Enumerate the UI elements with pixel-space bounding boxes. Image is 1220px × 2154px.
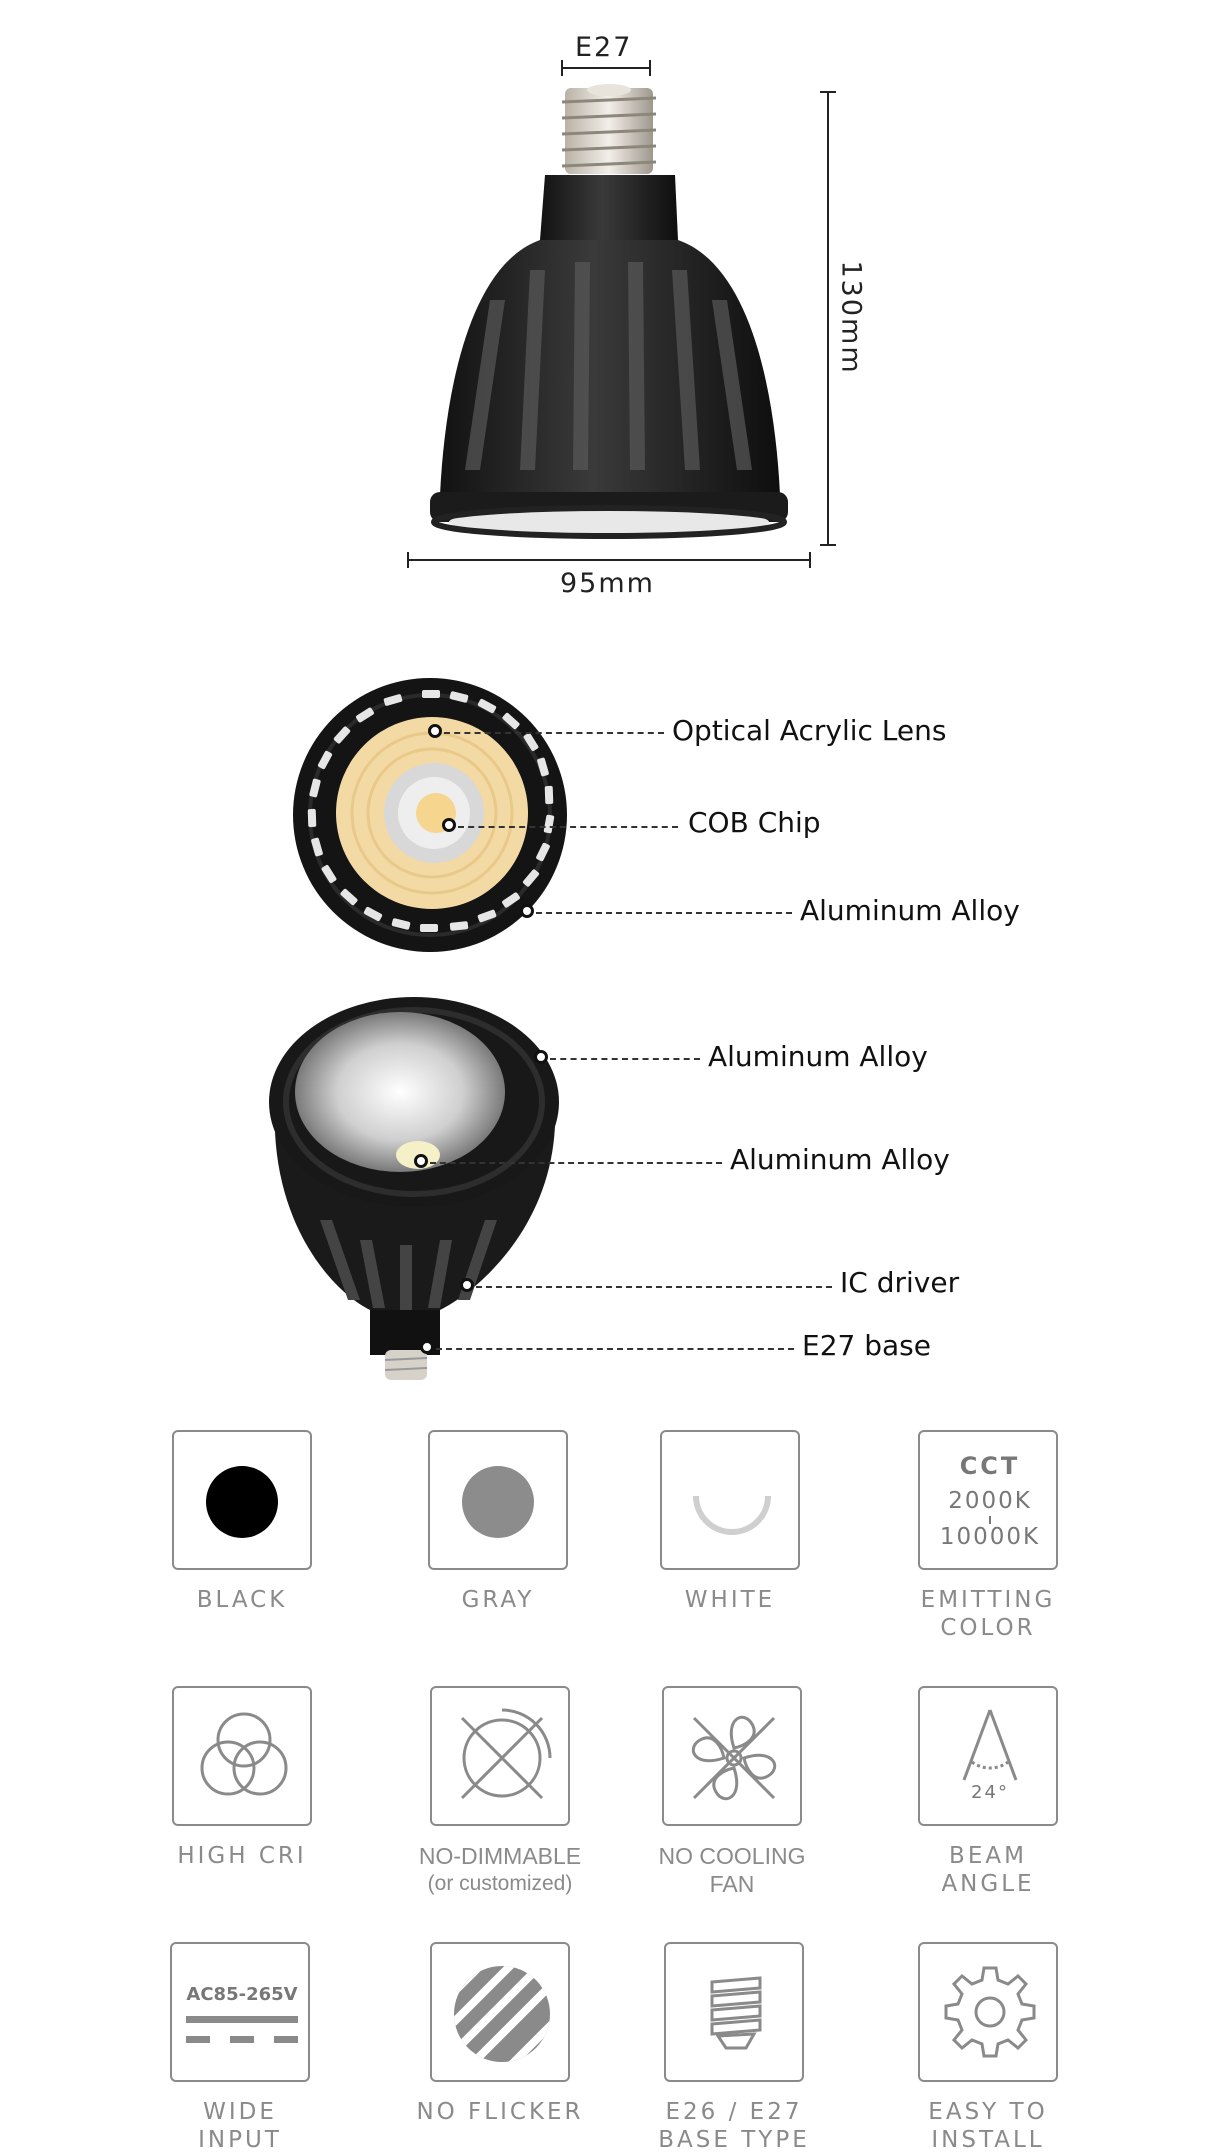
no-flicker-icon — [432, 1944, 572, 2084]
feature-label-dimmable: NO-DIMMABLE — [418, 1843, 582, 1869]
alloy-marker — [520, 904, 534, 918]
feature-label-black: BLACK — [196, 1587, 288, 1613]
feature-label-fan: NO COOLING — [658, 1843, 806, 1869]
feature-card-install — [918, 1942, 1058, 2082]
wide-input-icon — [172, 1944, 312, 2084]
bulb-front-image — [0, 650, 1220, 970]
feature-label-input-2: INPUT — [198, 2127, 282, 2153]
height-dimension-label: 130mm — [835, 260, 867, 375]
feature-label-base: E26 / E27 — [665, 2099, 803, 2125]
angled-view-diagram — [0, 990, 1220, 1390]
feature-card-black — [172, 1430, 312, 1570]
alloy-leader-line — [536, 912, 792, 914]
lens-leader-line — [444, 732, 664, 734]
feature-label-dimmable-2: (or customized) — [427, 1872, 573, 1895]
feature-label-base-2: BASE TYPE — [658, 2127, 810, 2153]
gear-icon — [920, 1944, 1060, 2084]
no-fan-icon — [664, 1688, 804, 1828]
feature-label-gray: GRAY — [461, 1587, 535, 1613]
no-dimmable-icon — [432, 1688, 572, 1828]
feature-label-install: EASY TO — [928, 2099, 1048, 2125]
callout-ic-driver: IC driver — [840, 1266, 960, 1299]
reflector-leader-line — [430, 1162, 722, 1164]
callout-e27-base: E27 base — [802, 1329, 931, 1362]
front-view-diagram — [0, 650, 1220, 970]
cct-high: 10000K — [939, 1524, 1041, 1550]
feature-card-gray — [428, 1430, 568, 1570]
feature-label-install-2: INSTALL — [931, 2127, 1045, 2153]
base-leader-line — [436, 1348, 794, 1350]
cct-low: 2000K — [948, 1488, 1032, 1514]
cct-title: CCT — [959, 1452, 1021, 1480]
feature-card-beam — [918, 1686, 1058, 1826]
voltage-text: AC85-265V — [186, 1984, 298, 2005]
callout-aluminum-alloy-rim: Aluminum Alloy — [708, 1040, 928, 1073]
base-type-icon — [666, 1944, 806, 2084]
beam-angle-icon — [920, 1688, 1060, 1828]
feature-card-dimmable — [430, 1686, 570, 1826]
width-dimension-label: 95mm — [560, 568, 655, 599]
driver-leader-line — [476, 1286, 832, 1288]
cob-marker — [442, 818, 456, 832]
callout-aluminum-alloy-reflector: Aluminum Alloy — [730, 1143, 950, 1176]
cct-tick — [989, 1516, 991, 1524]
feature-card-fan — [662, 1686, 802, 1826]
feature-label-cct: EMITTING — [920, 1587, 1056, 1613]
gray-swatch-icon — [430, 1432, 570, 1572]
feature-label-cri: HIGH CRI — [177, 1843, 307, 1869]
feature-label-beam: BEAM — [949, 1843, 1027, 1869]
rim-marker — [534, 1050, 548, 1064]
driver-marker — [460, 1278, 474, 1292]
base-marker — [420, 1340, 434, 1354]
feature-label-flicker: NO FLICKER — [416, 2099, 584, 2125]
feature-card-white — [660, 1430, 800, 1570]
white-swatch-icon — [662, 1432, 802, 1572]
rim-leader-line — [550, 1058, 700, 1060]
lens-marker — [428, 724, 442, 738]
feature-card-flicker — [430, 1942, 570, 2082]
bulb-side-image — [0, 0, 1220, 620]
callout-cob-chip: COB Chip — [688, 806, 821, 839]
feature-label-white: WHITE — [684, 1587, 776, 1613]
feature-card-cct — [918, 1430, 1058, 1570]
high-cri-icon — [174, 1688, 314, 1828]
feature-label-cct-2: COLOR — [940, 1615, 1036, 1641]
callout-optical-lens: Optical Acrylic Lens — [672, 714, 947, 747]
callout-aluminum-alloy: Aluminum Alloy — [800, 894, 1020, 927]
black-swatch-icon — [174, 1432, 314, 1572]
feature-label-input: WIDE — [203, 2099, 277, 2125]
dimension-diagram — [0, 0, 1220, 620]
feature-grid — [0, 1420, 1220, 2153]
feature-label-fan-2: FAN — [709, 1871, 755, 1897]
bulb-angled-image — [0, 990, 1220, 1390]
beam-angle-value: 24° — [971, 1782, 1009, 1803]
feature-card-cri — [172, 1686, 312, 1826]
feature-card-input — [170, 1942, 310, 2082]
reflector-marker — [414, 1154, 428, 1168]
feature-card-base — [664, 1942, 804, 2082]
feature-label-beam-2: ANGLE — [941, 1871, 1035, 1897]
base-dimension-label: E27 — [575, 32, 633, 63]
cob-leader-line — [458, 826, 678, 828]
